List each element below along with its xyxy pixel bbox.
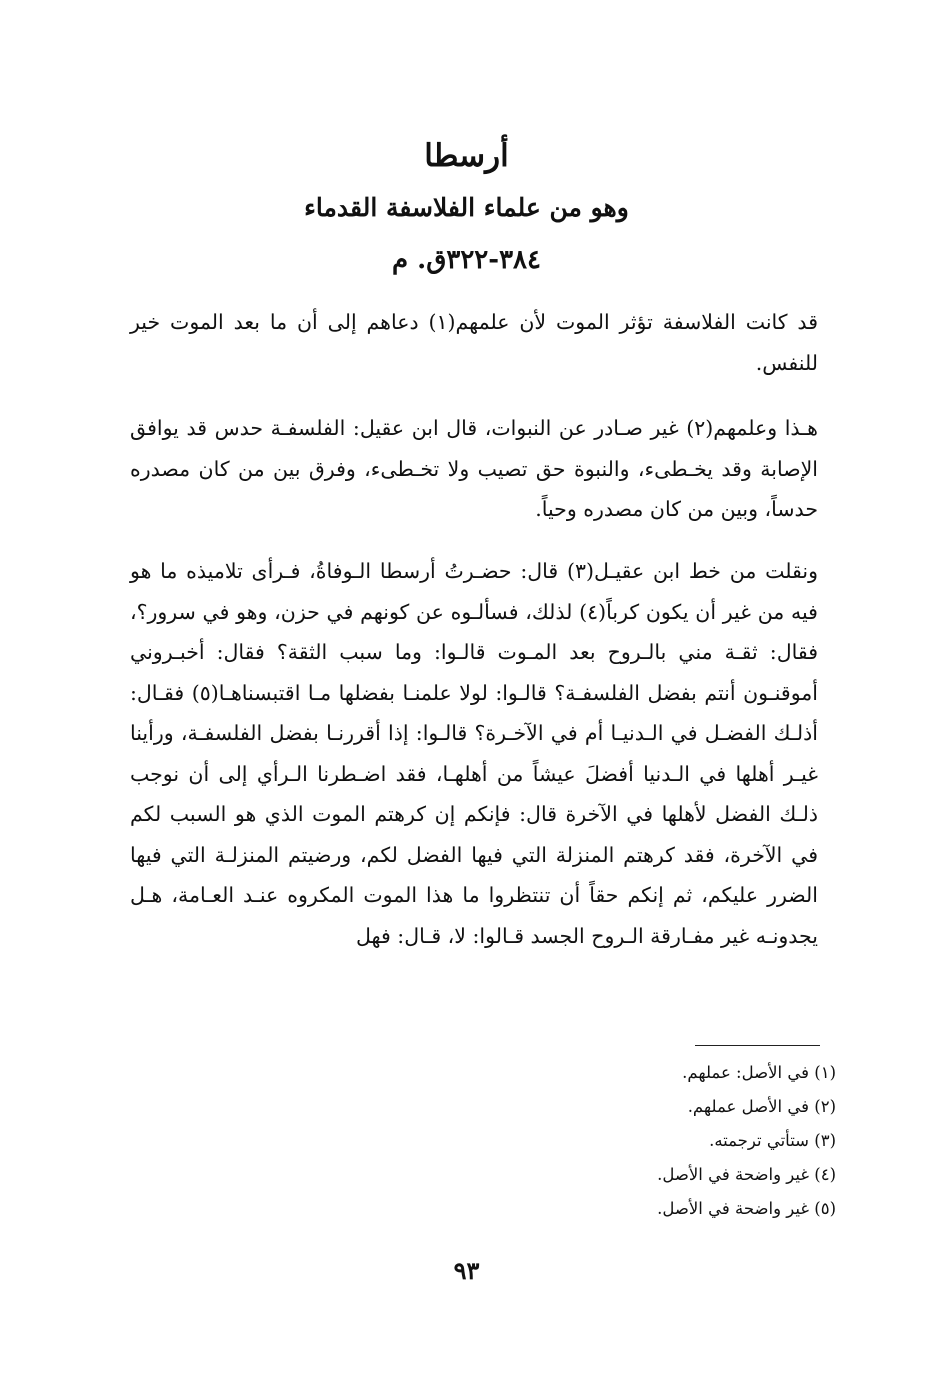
- paragraph-1: قد كانت الفلاسفة تؤثر الموت لأن علمهم(١) دعاهم إلى أن ما بعد الموت خير للنفس.: [130, 310, 818, 375]
- chapter-subtitle: وهو من علماء الفلاسفة القدماء: [304, 193, 629, 222]
- footnotes-list: [400, 1056, 836, 1226]
- footnote-4: (٤) غير واضحة في الأصل.: [657, 1165, 836, 1184]
- chapter-dates: ٣٨٤-٣٢٢ق. م: [392, 245, 541, 275]
- footnote-2: (٢) في الأصل عملهم.: [687, 1097, 836, 1116]
- paragraph-2: هـذا وعلمهم(٢) غير صـادر عن النبوات، قال ابن عقيل: الفلسفـة حدس قد يوافق الإصابة وقد يخـطىء، والنبوة حق تصيب ولا تخـطىء، وفرق بين من كان مصدره حدساً، وبين من كان مصدره وحياً.: [130, 416, 818, 521]
- footnote-1: (١) في الأصل: عملهم.: [682, 1063, 836, 1082]
- footnote-5: (٥) غير واضحة في الأصل.: [657, 1199, 836, 1218]
- page-number: ٩٣: [453, 1256, 480, 1285]
- paragraph-3: ونقلت من خط ابن عقيـل(٣) قال: حضـرتُ أرسطا الـوفاةُ، فـرأى تلاميذه ما هو فيه من غير أن يكون كرباً(٤) لذلك، فسألـوه عن كونهم في حزن، وهو في سرور؟، فقال: ثقـة مني بالـروح بعد المـوت قالـوا: وما سبب الثقة؟ فقال: أخبـروني أموقنـون أنتم بفضل الفلسفـة؟ قالـوا: لولا علمنـا بفضلها مـا اقتبسناهـا(٥) فقـال: أذلـك الفضـل في الـدنيـا أم في الآخـرة؟ قالـوا: إذا أقررنـا بفضل الفلسفـة، ورأينا غيـر أهلها في الـدنيا أفضلَ عيشاً من أهلهـا، فقد اضـطرنا الـرأي إلى أن نوجب ذلـك الفضل لأهلها في الآخرة قال: فإنكم إن كرهتم الموت الذي هو السبب لكم في الآخرة، فقد كرهتم المنزلة التي فيها الفضل لكم، ورضيتم المنزلـة التي فيها الضرر عليكم، ثم إنكم حقاً أن تنتظروا ما هذا الموت المكروه عنـد العـامة، هـل يجدونـه غير مفـارقة الـروح الجسد قـالوا: لا، قـال: فهل: [130, 559, 818, 948]
- footnote-3: (٣) ستأتي ترجمته.: [709, 1131, 836, 1150]
- chapter-title: أرسطا: [424, 138, 509, 174]
- footnote-divider: [695, 1045, 820, 1046]
